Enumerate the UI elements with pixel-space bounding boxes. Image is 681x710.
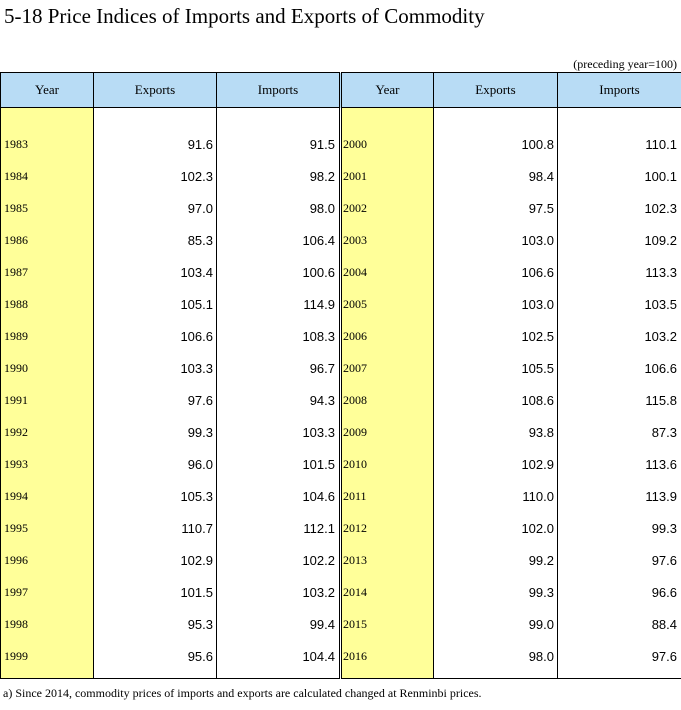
exports-cell: 106.6 xyxy=(94,320,217,352)
year-cell: 2015 xyxy=(341,608,434,640)
year-cell: 1987 xyxy=(1,256,94,288)
exports-cell: 106.6 xyxy=(434,256,558,288)
year-cell: 2008 xyxy=(341,384,434,416)
year-cell: 2000 xyxy=(341,128,434,160)
imports-cell: 113.6 xyxy=(558,448,681,480)
imports-cell: 97.6 xyxy=(558,640,681,679)
table-row xyxy=(1,256,681,288)
year-cell: 2012 xyxy=(341,512,434,544)
imports-cell: 97.6 xyxy=(558,544,681,576)
year-cell: 1986 xyxy=(1,224,94,256)
imports-cell: 102.2 xyxy=(217,544,341,576)
imports-cell: 108.3 xyxy=(217,320,341,352)
year-cell: 1995 xyxy=(1,512,94,544)
year-cell: 1994 xyxy=(1,480,94,512)
imports-cell: 110.1 xyxy=(558,128,681,160)
exports-cell: 105.3 xyxy=(94,480,217,512)
imports-cell: 91.5 xyxy=(217,128,341,160)
imports-cell: 96.7 xyxy=(217,352,341,384)
imports-cell: 113.9 xyxy=(558,480,681,512)
year-cell: 2014 xyxy=(341,576,434,608)
imports-cell: 103.5 xyxy=(558,288,681,320)
table-row xyxy=(1,416,681,448)
year-cell: 2013 xyxy=(341,544,434,576)
year-cell: 2002 xyxy=(341,192,434,224)
exports-cell: 95.3 xyxy=(94,608,217,640)
year-cell: 1992 xyxy=(1,416,94,448)
year-cell: 2010 xyxy=(341,448,434,480)
table-row xyxy=(1,160,681,192)
year-cell: 1997 xyxy=(1,576,94,608)
exports-cell: 99.3 xyxy=(94,416,217,448)
exports-cell: 105.1 xyxy=(94,288,217,320)
year-cell: 1991 xyxy=(1,384,94,416)
unit-note: (preceding year=100) xyxy=(573,57,677,71)
table-row xyxy=(1,384,681,416)
table-row xyxy=(1,288,681,320)
table-row xyxy=(1,448,681,480)
exports-cell: 102.3 xyxy=(94,160,217,192)
imports-cell: 104.6 xyxy=(217,480,341,512)
header-imports: Imports xyxy=(217,73,341,108)
header-imports: Imports xyxy=(558,73,681,108)
imports-cell: 109.2 xyxy=(558,224,681,256)
table-row xyxy=(1,128,681,160)
price-index-table xyxy=(0,72,681,679)
footnote: a) Since 2014, commodity prices of imports and exports are calculated changed at Renminbi prices. xyxy=(3,686,482,700)
year-cell: 1996 xyxy=(1,544,94,576)
year-cell: 1990 xyxy=(1,352,94,384)
year-cell: 1988 xyxy=(1,288,94,320)
imports-cell: 87.3 xyxy=(558,416,681,448)
exports-cell: 99.0 xyxy=(434,608,558,640)
year-cell: 2007 xyxy=(341,352,434,384)
exports-cell: 99.2 xyxy=(434,544,558,576)
year-cell: 2006 xyxy=(341,320,434,352)
year-cell: 2009 xyxy=(341,416,434,448)
exports-cell: 103.4 xyxy=(94,256,217,288)
imports-cell: 100.1 xyxy=(558,160,681,192)
exports-cell: 97.5 xyxy=(434,192,558,224)
exports-cell: 91.6 xyxy=(94,128,217,160)
imports-cell: 102.3 xyxy=(558,192,681,224)
spacer-row xyxy=(1,108,681,129)
imports-cell: 115.8 xyxy=(558,384,681,416)
table-row xyxy=(1,192,681,224)
exports-cell: 103.0 xyxy=(434,224,558,256)
exports-cell: 110.0 xyxy=(434,480,558,512)
table-row xyxy=(1,352,681,384)
table-row xyxy=(1,640,681,679)
table-row xyxy=(1,576,681,608)
exports-cell: 103.0 xyxy=(434,288,558,320)
year-cell: 2005 xyxy=(341,288,434,320)
year-cell: 1999 xyxy=(1,640,94,679)
exports-cell: 98.4 xyxy=(434,160,558,192)
table-row xyxy=(1,480,681,512)
exports-cell: 93.8 xyxy=(434,416,558,448)
table-row xyxy=(1,544,681,576)
exports-cell: 98.0 xyxy=(434,640,558,679)
page-title: 5-18 Price Indices of Imports and Exports of Commodity xyxy=(4,4,485,28)
year-cell: 2016 xyxy=(341,640,434,679)
exports-cell: 102.0 xyxy=(434,512,558,544)
year-cell: 1983 xyxy=(1,128,94,160)
exports-cell: 85.3 xyxy=(94,224,217,256)
year-cell: 1998 xyxy=(1,608,94,640)
imports-cell: 104.4 xyxy=(217,640,341,679)
imports-cell: 99.4 xyxy=(217,608,341,640)
year-cell: 2003 xyxy=(341,224,434,256)
imports-cell: 106.4 xyxy=(217,224,341,256)
imports-cell: 106.6 xyxy=(558,352,681,384)
exports-cell: 103.3 xyxy=(94,352,217,384)
header-exports: Exports xyxy=(434,73,558,108)
exports-cell: 101.5 xyxy=(94,576,217,608)
year-cell: 1989 xyxy=(1,320,94,352)
year-cell: 1985 xyxy=(1,192,94,224)
table-row xyxy=(1,320,681,352)
exports-cell: 110.7 xyxy=(94,512,217,544)
imports-cell: 114.9 xyxy=(217,288,341,320)
imports-cell: 98.2 xyxy=(217,160,341,192)
exports-cell: 102.9 xyxy=(94,544,217,576)
year-cell: 1984 xyxy=(1,160,94,192)
imports-cell: 99.3 xyxy=(558,512,681,544)
imports-cell: 94.3 xyxy=(217,384,341,416)
year-cell: 1993 xyxy=(1,448,94,480)
imports-cell: 113.3 xyxy=(558,256,681,288)
imports-cell: 112.1 xyxy=(217,512,341,544)
exports-cell: 97.0 xyxy=(94,192,217,224)
exports-cell: 108.6 xyxy=(434,384,558,416)
imports-cell: 103.2 xyxy=(558,320,681,352)
year-cell: 2001 xyxy=(341,160,434,192)
year-cell: 2004 xyxy=(341,256,434,288)
exports-cell: 95.6 xyxy=(94,640,217,679)
header-row xyxy=(1,73,681,108)
exports-cell: 96.0 xyxy=(94,448,217,480)
exports-cell: 100.8 xyxy=(434,128,558,160)
year-cell: 2011 xyxy=(341,480,434,512)
exports-cell: 97.6 xyxy=(94,384,217,416)
imports-cell: 103.2 xyxy=(217,576,341,608)
imports-cell: 98.0 xyxy=(217,192,341,224)
imports-cell: 103.3 xyxy=(217,416,341,448)
header-year: Year xyxy=(1,73,94,108)
table-row xyxy=(1,224,681,256)
table-row xyxy=(1,608,681,640)
imports-cell: 88.4 xyxy=(558,608,681,640)
header-exports: Exports xyxy=(94,73,217,108)
imports-cell: 100.6 xyxy=(217,256,341,288)
exports-cell: 102.9 xyxy=(434,448,558,480)
imports-cell: 101.5 xyxy=(217,448,341,480)
exports-cell: 102.5 xyxy=(434,320,558,352)
table-row xyxy=(1,512,681,544)
exports-cell: 99.3 xyxy=(434,576,558,608)
exports-cell: 105.5 xyxy=(434,352,558,384)
header-year: Year xyxy=(341,73,434,108)
imports-cell: 96.6 xyxy=(558,576,681,608)
